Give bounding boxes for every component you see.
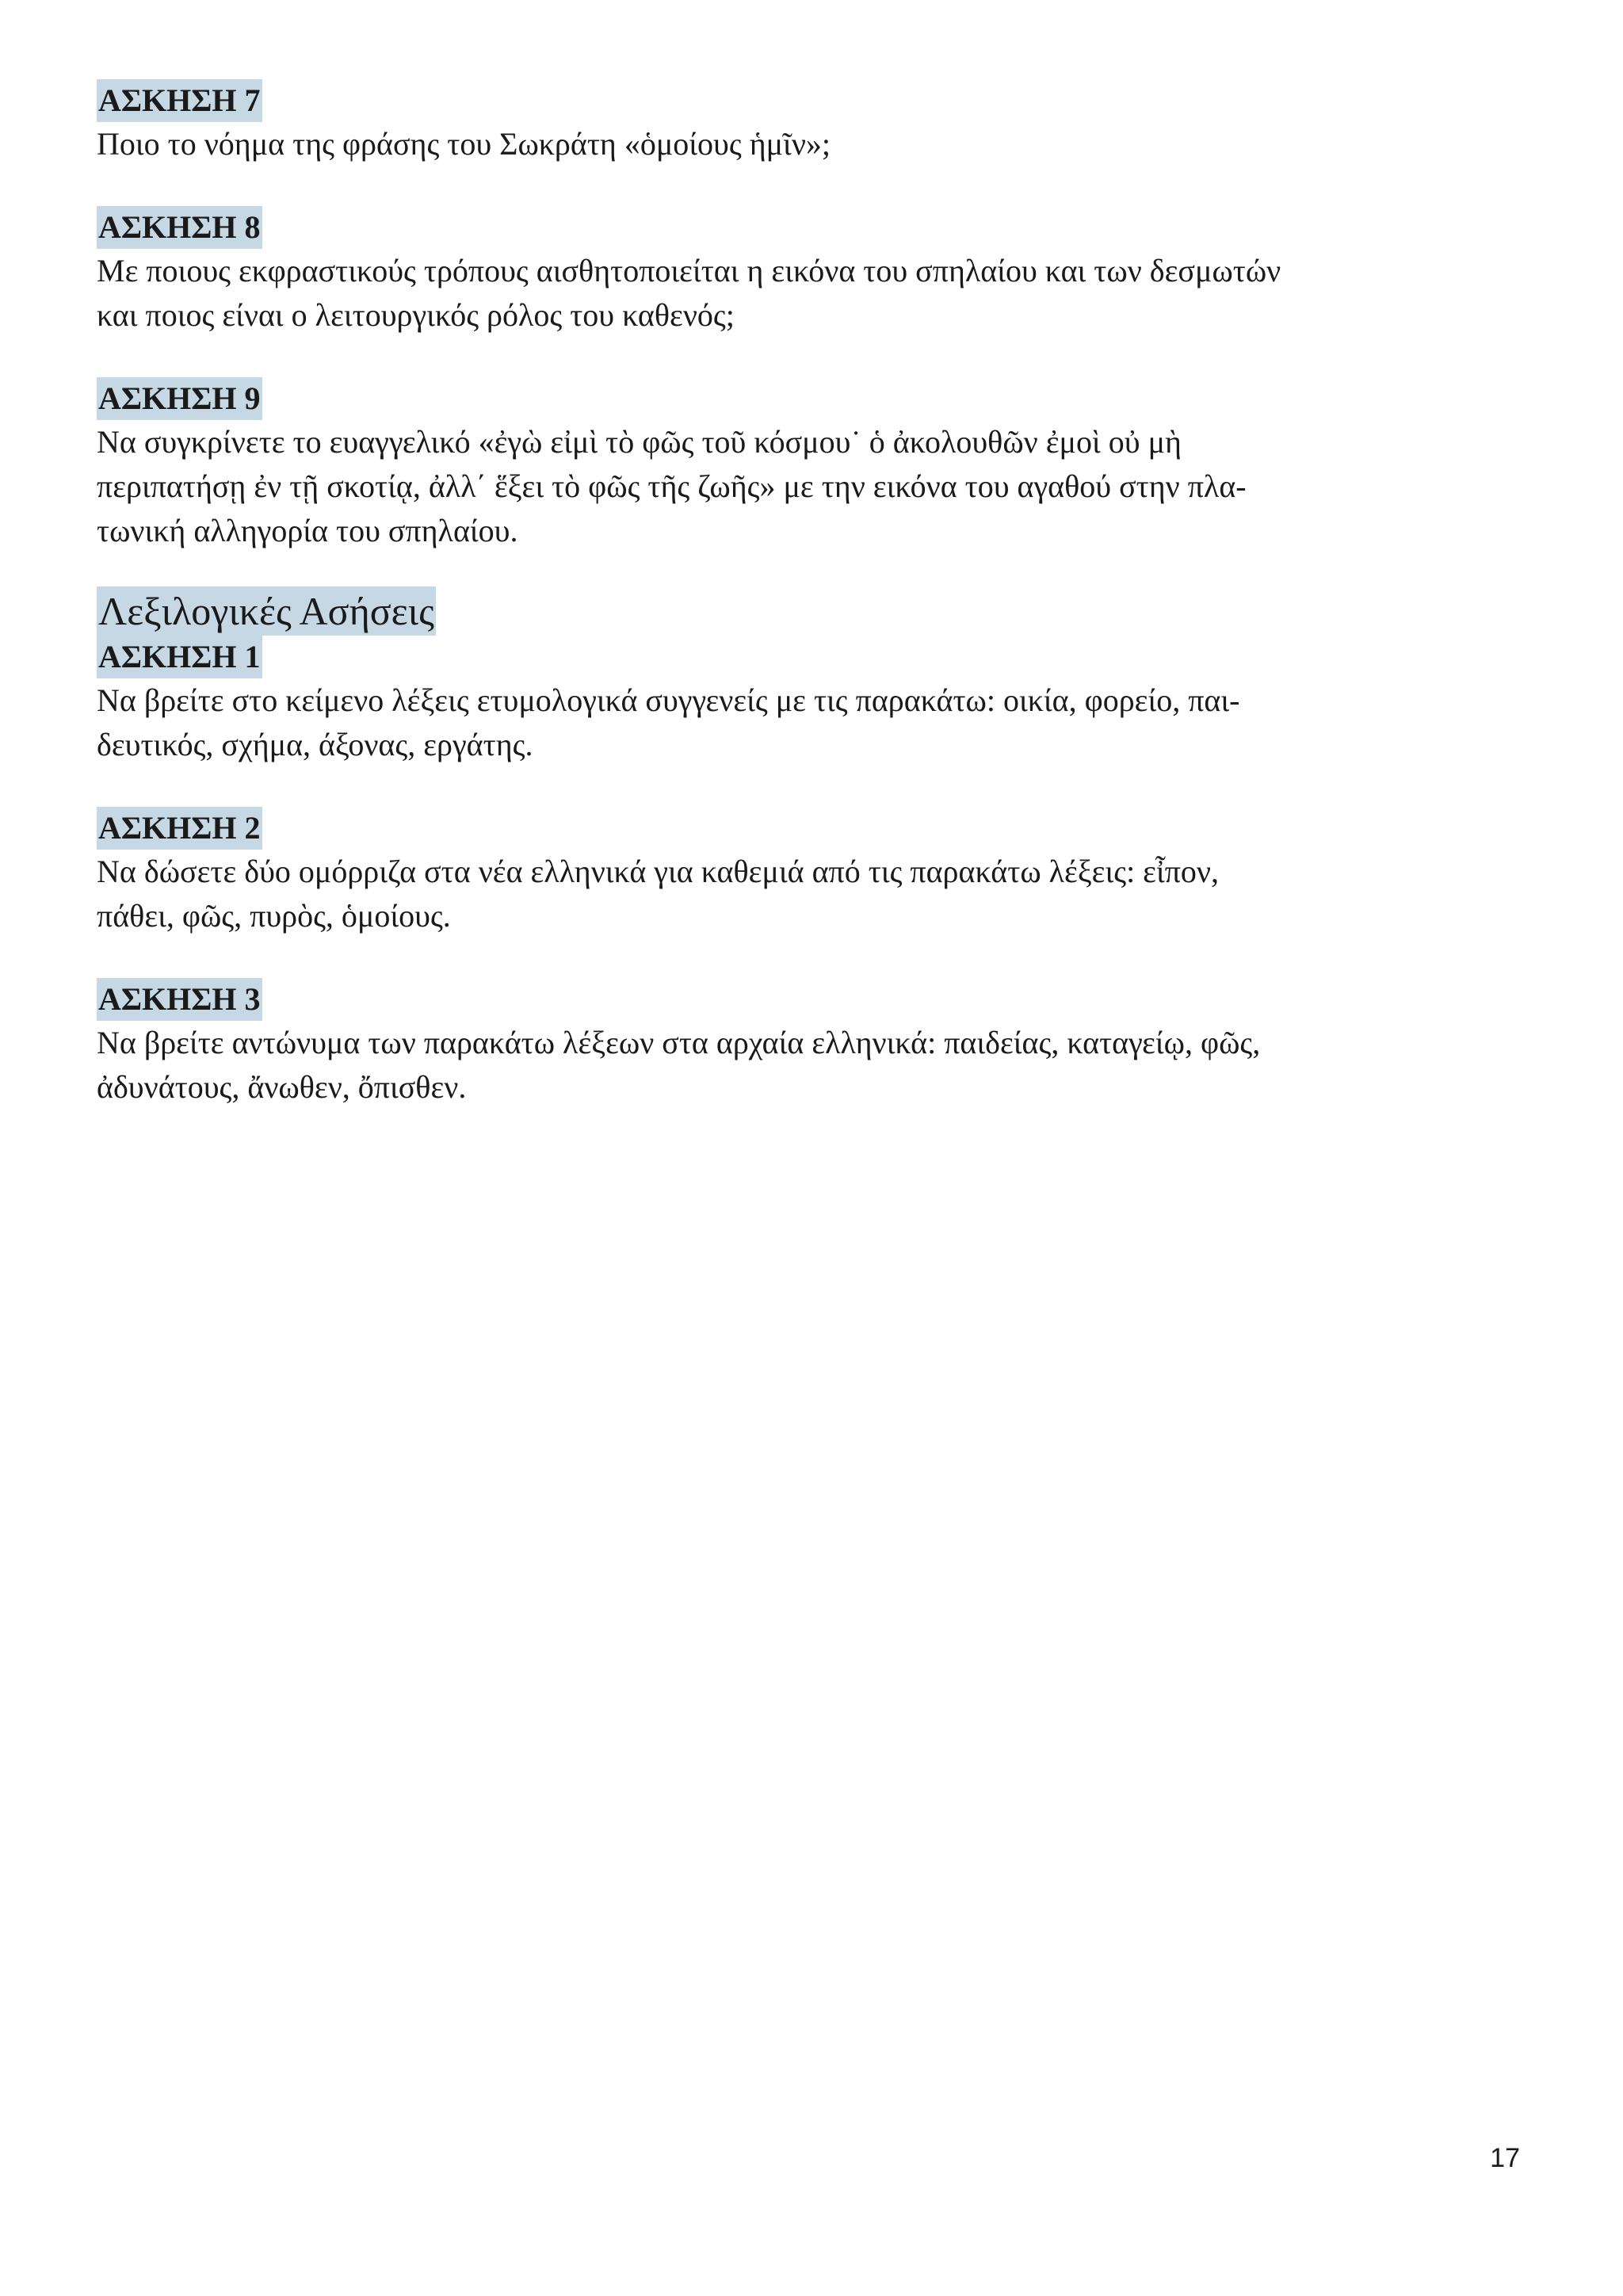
exercise-7 [97, 79, 1523, 166]
page-number: 17 [1490, 2143, 1520, 2173]
vocabulary-section [97, 572, 1523, 1110]
vocab-exercise-2 [97, 807, 1523, 938]
exercise-text: Με ποιους εκφραστικούς τρόπους αισθητοποιείται η εικόνα του σπηλαίου και των δεσμωτών και ποιος είναι ο λειτουργικός ρόλος του καθενός; [97, 253, 1281, 333]
exercise-text: Να βρείτε αντώνυμα των παρακάτω λέξεων στα αρχαία ελληνικά: παιδείας, καταγείῳ, φῶς, ἀδυνάτους, ἄνωθεν, ὄπισθεν. [97, 1025, 1261, 1105]
exercise-heading: ΑΣΚΗΣΗ 2 [97, 807, 262, 850]
exercise-heading: ΑΣΚΗΣΗ 3 [97, 978, 262, 1021]
exercise-text: Να βρείτε στο κείμενο λέξεις ετυμολογικά συγγενείς με τις παρακάτω: οικία, φορείο, παι- δευτικός, σχήμα, άξονας, εργάτης. [97, 682, 1240, 762]
exercise-text: Ποιο το νόημα της φράσης του Σωκράτη «ὁμοίους ἡμῖν»; [97, 126, 831, 162]
page-content [97, 79, 1523, 1149]
exercise-9 [97, 377, 1523, 553]
exercise-text: Να δώσετε δύο ομόρριζα στα νέα ελληνικά για καθεμιά από τις παρακάτω λέξεις: εἶπον, πάθει, φῶς, πυρὸς, ὁμοίους. [97, 854, 1220, 934]
section-title: Λεξιλογικές Ασήσεις [97, 586, 436, 636]
vocab-exercise-3 [97, 978, 1523, 1110]
exercise-heading: ΑΣΚΗΣΗ 8 [97, 206, 262, 249]
exercise-text: Να συγκρίνετε το ευαγγελικό «ἐγὼ εἰμὶ τὸ φῶς τοῦ κόσμου˙ ὁ ἀκολουθῶν ἐμοὶ οὐ μὴ περιπατήσῃ ἐν τῇ σκοτίᾳ, ἀλλ΄ ἕξει τὸ φῶς τῆς ζωῆς» με την εικόνα του αγαθού στην πλα- τωνική αλληγορία του σπηλαίου. [97, 424, 1247, 548]
vocab-exercise-1 [97, 636, 1523, 767]
exercise-8 [97, 206, 1523, 338]
exercise-heading: ΑΣΚΗΣΗ 9 [97, 377, 262, 420]
exercise-heading: ΑΣΚΗΣΗ 7 [97, 79, 262, 122]
exercise-heading: ΑΣΚΗΣΗ 1 [97, 636, 262, 678]
